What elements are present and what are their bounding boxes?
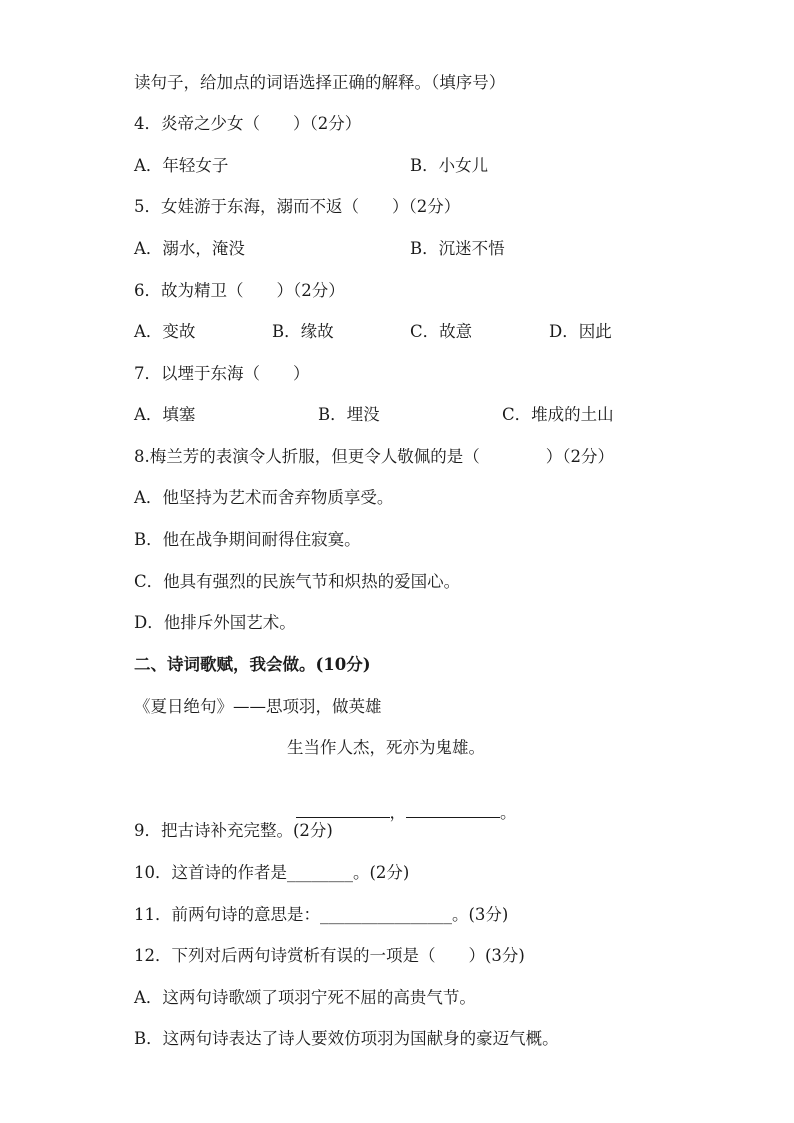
question-11: 11．前两句诗的意思是：________________。(3分) (134, 905, 509, 924)
q7-option-c: C．堆成的土山 (502, 405, 614, 424)
q5-option-a: A．溺水，淹没 (134, 239, 245, 258)
q8-option-d: D．他排斥外国艺术。 (134, 613, 296, 632)
poem-blank-2[interactable] (406, 801, 500, 818)
q7-option-a: A．填塞 (134, 405, 196, 424)
question-5: 5．女娃游于东海，溺而不返（ ）（2分） (134, 197, 461, 216)
question-8: 8.梅兰芳的表演令人折服，但更令人敬佩的是（ ）（2分） (134, 447, 614, 466)
q5-option-b: B．沉迷不悟 (410, 239, 505, 258)
q12-option-b: B．这两句诗表达了诗人要效仿项羽为国献身的豪迈气概。 (134, 1029, 559, 1048)
question-4: 4．炎帝之少女（ ）（2分） (134, 114, 362, 133)
question-10: 10．这首诗的作者是________。(2分) (134, 863, 410, 882)
section-2-heading: 二、诗词歌赋，我会做。(10分) (134, 655, 371, 674)
question-6: 6．故为精卫（ ）（2分） (134, 281, 345, 300)
q6-option-c: C．故意 (410, 322, 473, 341)
q8-option-b: B．他在战争期间耐得住寂寞。 (134, 530, 361, 549)
q12-option-a: A．这两句诗歌颂了项羽宁死不屈的高贵气节。 (134, 988, 476, 1007)
poem-blank-separator: ， (389, 803, 406, 822)
poem-blank-1[interactable] (296, 801, 390, 818)
q6-option-b: B．缘故 (272, 322, 334, 341)
q8-option-a: A．他坚持为艺术而舍弃物质享受。 (134, 488, 394, 507)
question-12: 12．下列对后两句诗赏析有误的一项是（ ）(3分) (134, 946, 525, 965)
q6-option-a: A．变故 (134, 322, 196, 341)
poem-blank-end: 。 (500, 803, 517, 822)
question-9: 9．把古诗补充完整。(2分) (134, 821, 333, 840)
poem-fill-blanks (285, 779, 517, 824)
poem-line-1: 生当作人杰，死亦为鬼雄。 (287, 738, 485, 757)
poem-title: 《夏日绝句》——思项羽，做英雄 (134, 697, 382, 716)
q6-option-d: D．因此 (549, 322, 612, 341)
question-7: 7．以堙于东海（ ） (134, 364, 310, 383)
q4-option-b: B．小女儿 (410, 156, 489, 175)
q7-option-b: B．埋没 (318, 405, 380, 424)
q4-option-a: A．年轻女子 (134, 156, 229, 175)
q8-option-c: C．他具有强烈的民族气节和炽热的爱国心。 (134, 572, 461, 591)
instruction-line: 读句子，给加点的词语选择正确的解释。（填序号） (134, 73, 506, 92)
